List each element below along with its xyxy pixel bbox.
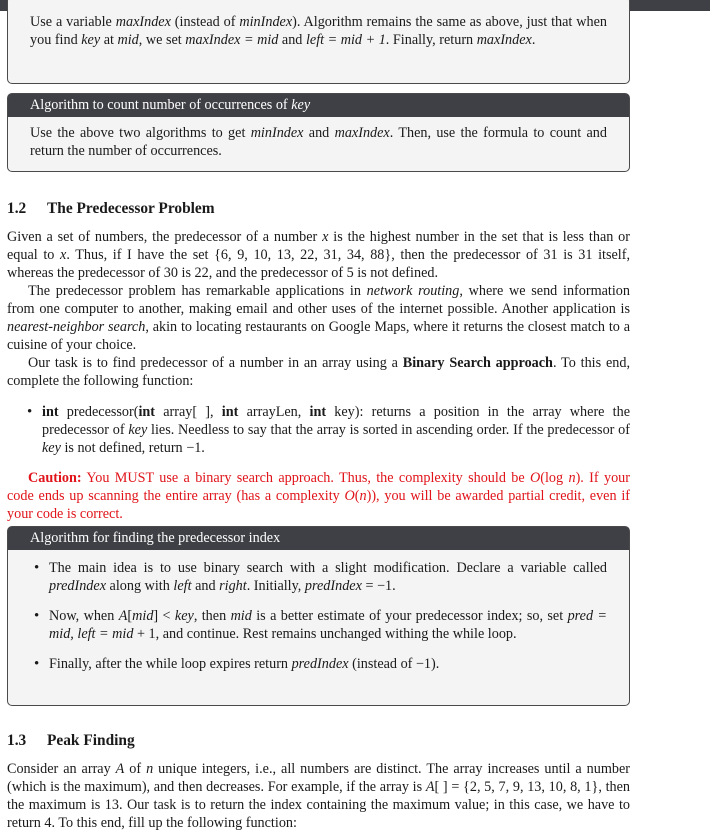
- box-body: Use a variable maxIndex (instead of minIndex). Algorithm remains the same as above, just that when you find key at mid, we set maxIndex = mid and left = mid + 1. Finally, return maxIndex.: [30, 14, 607, 48]
- list-item: • Finally, after the while loop expires return predIndex (instead of −1).: [14, 655, 607, 673]
- paragraph: Our task is to find predecessor of a number in an array using a Binary Search approach. To this end, complete the following function:: [7, 355, 630, 389]
- box-title: Algorithm to count number of occurrences of key: [8, 94, 629, 117]
- box-title: Algorithm for finding the predecessor index: [8, 527, 629, 550]
- section-heading-1-3: 1.3 Peak Finding: [7, 732, 135, 749]
- box-body: [8, 550, 629, 681]
- list-item: • Now, when A[mid] < key, then mid is a better estimate of your predecessor index; so, set pred = mid, left = mid + 1, and continue. Rest remains unchanged withing the while loop.: [14, 607, 607, 643]
- paragraph: The predecessor problem has remarkable applications in network routing, where we send information from one computer to another, making email and other uses of the internet possible. Another application is nearest-neighbor search, akin to locating restaurants on Google Maps, where it returns the closest match to a cuisine of your choice.: [7, 283, 630, 353]
- algorithm-box-count-occurrences: [7, 93, 630, 172]
- box-body: Use the above two algorithms to get minIndex and maxIndex. Then, use the formula to count and return the number of occurrences.: [30, 125, 607, 159]
- list-item: • The main idea is to use binary search with a slight modification. Declare a variable called predIndex along with left and right. Initially, predIndex = −1.: [14, 559, 607, 595]
- paragraph: Consider an array A of n unique integers, i.e., all numbers are distinct. The array increases until a number (which is the maximum), and then decreases. For example, if the array is A[ ] = {2, 5, 7, 9, 13, 10, 8, 1}, then the maximum is 13. Our task is to return the index containing the maximum value; in this case, we have to return 4. To this end, fill up the following function:: [7, 761, 630, 831]
- algorithm-box-predecessor: [7, 526, 630, 706]
- list-item: • int predecessor(int array[ ], int arrayLen, int key): returns a position in the array where the predecessor of key lies. Needless to say that the array is sorted in ascending order. If the predecessor of key is not defined, return −1.: [7, 403, 630, 457]
- algorithm-box-max-index: [7, 0, 630, 84]
- caution-note: Caution: You MUST use a binary search approach. Thus, the complexity should be O(log n). If your code ends up scanning the entire array (has a complexity O(n)), you will be awarded partial credit, even if your code is correct.: [7, 470, 630, 522]
- section-1-3-text: [7, 760, 630, 832]
- section-heading-1-2: 1.2 The Predecessor Problem: [7, 200, 215, 217]
- function-spec-list: [7, 403, 630, 457]
- paragraph: Given a set of numbers, the predecessor of a number x is the highest number in the set that is less than or equal to x. Thus, if I have the set {6, 9, 10, 13, 22, 31, 34, 88}, then the predecessor of 31 is 31 itself, whereas the predecessor of 30 is 22, and the predecessor of 5 is not defined.: [7, 229, 631, 281]
- section-1-2-text: [7, 228, 630, 390]
